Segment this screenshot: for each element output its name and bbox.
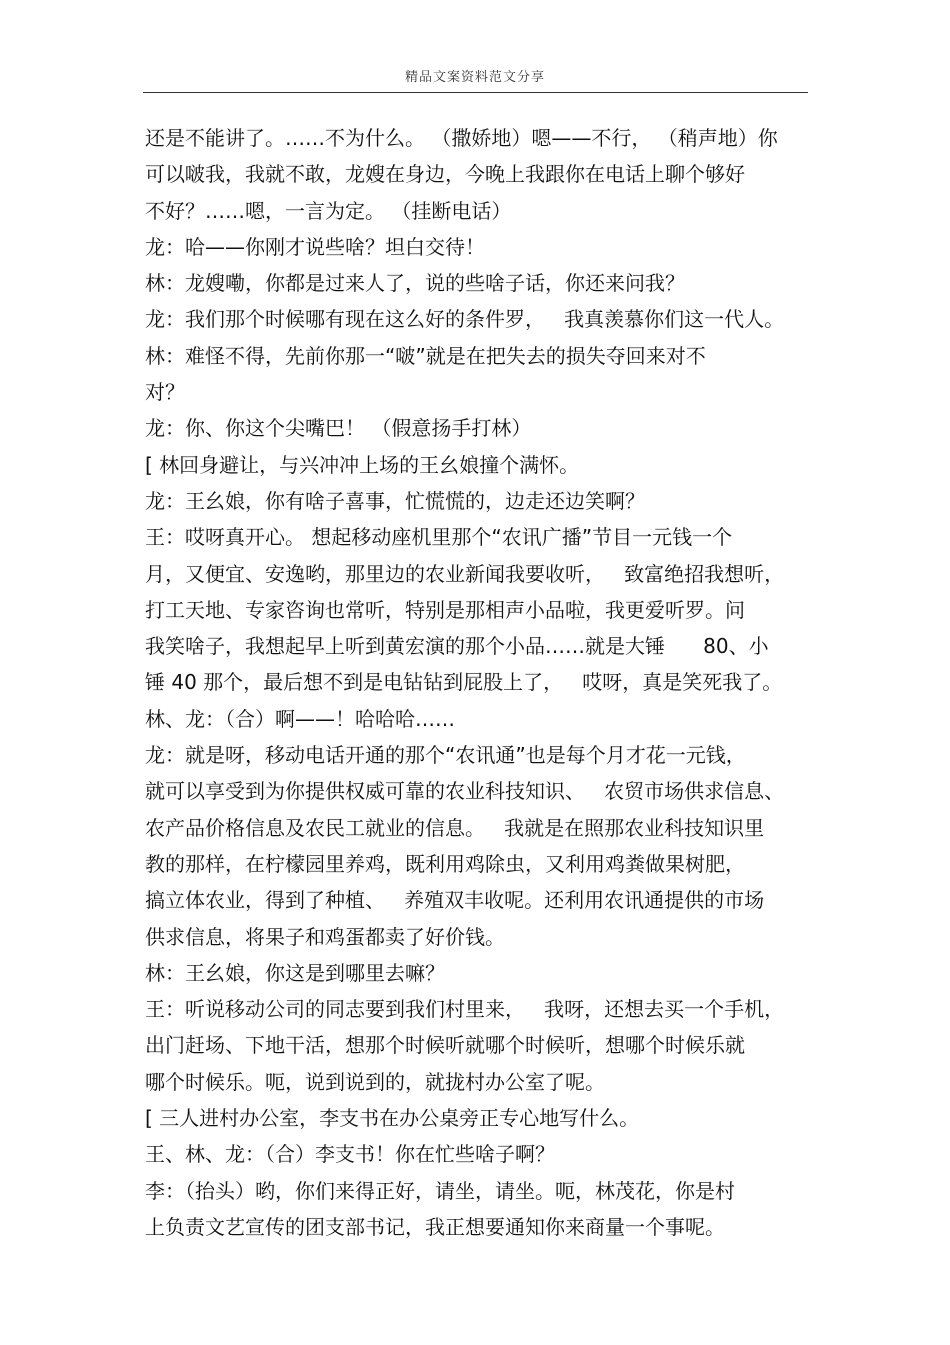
text-line: 上负责文艺宣传的团支部书记，我正想要通知你来商量一个事呢。 bbox=[145, 1214, 725, 1239]
text-line: [ 林回身避让，与兴冲冲上场的王幺娘撞个满怀。 bbox=[145, 452, 580, 477]
text-line: 林：难怪不得，先前你那一“啵”就是在把失去的损失夺回来对不 bbox=[145, 343, 706, 368]
text-line: 不好？……嗯，一言为定。 （挂断电话） bbox=[145, 198, 512, 223]
page-header-title: 精品文案资料范文分享 bbox=[404, 70, 545, 85]
text-line: [ 三人进村办公室，李支书在办公桌旁正专心地写什么。 bbox=[145, 1106, 640, 1131]
text-line: 林、龙：（合）啊——！哈哈哈…… bbox=[145, 706, 455, 731]
text-line: 王：哎呀真开心。 想起移动座机里那个“农讯广播”节目一元钱一个 bbox=[145, 525, 733, 550]
text-line: 出门赶场、下地干活，想那个时候听就哪个时候听，想哪个时候乐就 bbox=[145, 1033, 745, 1058]
text-line: 教的那样，在柠檬园里养鸡，既利用鸡除虫，又利用鸡粪做果树肥， bbox=[145, 851, 745, 876]
text-line: 龙：王幺娘，你有啥子喜事，忙慌慌的，边走还边笑啊？ bbox=[145, 488, 645, 513]
script-body bbox=[145, 120, 825, 1245]
text-line: 龙：我们那个时候哪有现在这么好的条件罗， 我真羡慕你们这一代人。 bbox=[145, 307, 785, 332]
text-line: 锤 40 那个，最后想不到是电钻钻到屁股上了， 哎呀，真是笑死我了。 bbox=[145, 670, 783, 695]
text-line: 农产品价格信息及农民工就业的信息。 我就是在照那农业科技知识里 bbox=[145, 815, 765, 840]
text-line: 对？ bbox=[145, 380, 185, 405]
header-divider bbox=[143, 92, 808, 93]
text-line: 林：龙嫂嘞，你都是过来人了，说的些啥子话，你还来问我？ bbox=[145, 271, 685, 296]
text-line: 搞立体农业，得到了种植、 养殖双丰收呢。还利用农讯通提供的市场 bbox=[145, 888, 765, 913]
text-line: 就可以享受到为你提供权威可靠的农业科技知识、 农贸市场供求信息、 bbox=[145, 779, 785, 804]
text-line: 龙：你、你这个尖嘴巴！ （假意扬手打林） bbox=[145, 416, 532, 441]
text-line: 龙：就是呀，移动电话开通的那个“农讯通”也是每个月才花一元钱， bbox=[145, 743, 746, 768]
text-line: 打工天地、专家咨询也常听，特别是那相声小品啦，我更爱听罗。问 bbox=[145, 597, 745, 622]
text-line: 李：（抬头）哟，你们来得正好，请坐，请坐。呃，林茂花，你是村 bbox=[145, 1178, 735, 1203]
text-line: 王、林、龙：（合）李支书！你在忙些啥子啊？ bbox=[145, 1142, 555, 1167]
text-line: 龙：哈——你刚才说些啥？坦白交待！ bbox=[145, 234, 485, 259]
text-line: 还是不能讲了。……不为什么。 （撒娇地）嗯——不行， （稍声地）你 bbox=[145, 126, 778, 150]
text-line: 可以啵我，我就不敢，龙嫂在身边，今晚上我跟你在电话上聊个够好 bbox=[145, 162, 745, 187]
text-line: 哪个时候乐。呃，说到说到的，就拢村办公室了呢。 bbox=[145, 1069, 605, 1094]
text-line: 我笑啥子，我想起早上听到黄宏演的那个小品……就是大锤 80、小 bbox=[145, 634, 769, 659]
text-line: 林：王幺娘，你这是到哪里去嘛？ bbox=[145, 960, 445, 985]
text-line: 供求信息，将果子和鸡蛋都卖了好价钱。 bbox=[145, 924, 505, 949]
text-line: 王：听说移动公司的同志要到我们村里来， 我呀，还想去买一个手机， bbox=[145, 997, 785, 1022]
text-line: 月，又便宜、安逸哟，那里边的农业新闻我要收听， 致富绝招我想听， bbox=[145, 561, 785, 586]
